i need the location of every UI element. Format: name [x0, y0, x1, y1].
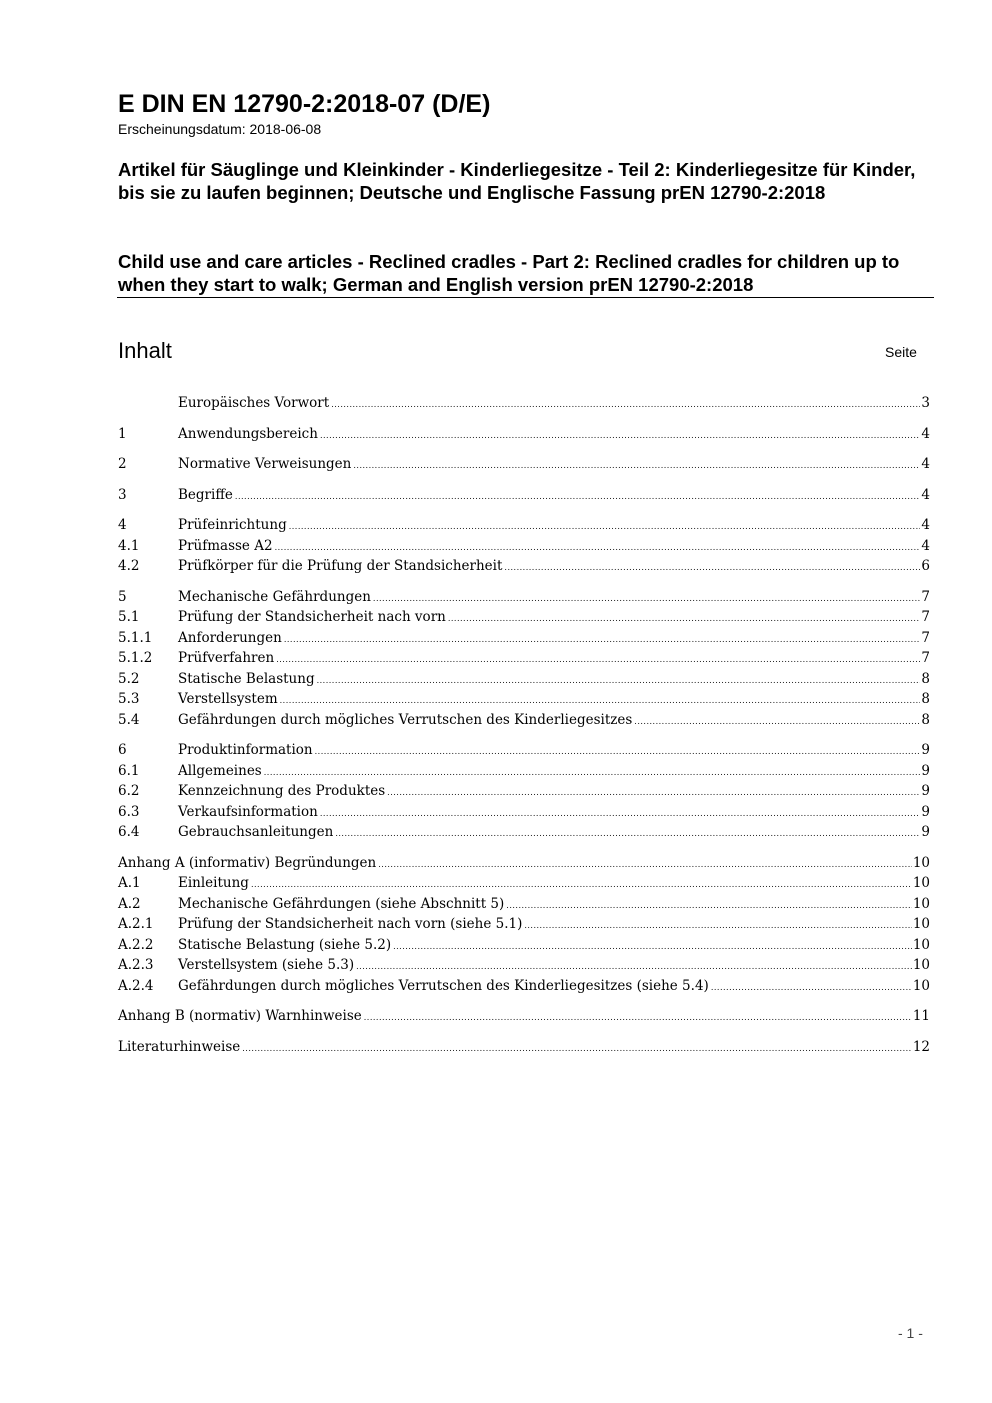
- toc-entry-label: Anhang B (normativ) Warnhinweise: [118, 1008, 362, 1024]
- toc-entry-page: 9: [921, 783, 930, 799]
- toc-entry-page: 8: [921, 670, 930, 687]
- toc-entry-number: 5.1.1: [118, 629, 153, 646]
- toc-entry-page: 9: [921, 803, 930, 820]
- toc-leader-dots: [393, 937, 912, 958]
- toc-entry[interactable]: [118, 740, 930, 761]
- toc-entry-label: Prüfeinrichtung: [178, 517, 287, 533]
- title-english: Child use and care articles - Reclined cradles - Part 2: Reclined cradles for children up to when they start to walk; German and English version prEN 12790-2:2018: [118, 251, 900, 295]
- toc-entry[interactable]: [118, 536, 930, 557]
- toc-leader-dots: [317, 671, 921, 692]
- toc-entry-page: 4: [921, 456, 930, 472]
- toc-entry-number: 5.1.2: [118, 650, 153, 666]
- toc-leader-dots: [448, 609, 921, 630]
- toc-entry-label: Gefährdungen durch mögliches Verrutschen des Kinderliegesitzes: [178, 711, 633, 728]
- toc-entry-number: 5: [118, 588, 127, 605]
- toc-entry-label: Prüfverfahren: [178, 650, 275, 666]
- toc-entry[interactable]: [118, 689, 930, 710]
- toc-entry-number: 6: [118, 742, 127, 758]
- toc-leader-dots: [275, 538, 921, 559]
- toc-entry-number: A.2.4: [118, 977, 154, 994]
- toc-entry-label: Produktinformation: [178, 742, 313, 758]
- toc-leader-dots: [504, 558, 920, 579]
- toc-entry[interactable]: [118, 587, 930, 608]
- publication-date: Erscheinungsdatum: 2018-06-08: [118, 121, 322, 137]
- toc-entry-page: 4: [921, 517, 930, 533]
- toc-leader-dots: [378, 855, 912, 876]
- toc-entry-label: Allgemeines: [178, 762, 262, 779]
- toc-entry-page: 12: [912, 1038, 930, 1055]
- toc-entry-label: Statische Belastung (siehe 5.2): [178, 936, 392, 953]
- toc-entry-number: 6.1: [118, 762, 140, 779]
- toc-entry[interactable]: [118, 1006, 930, 1027]
- toc-leader-dots: [315, 742, 921, 763]
- toc-entry[interactable]: [118, 802, 930, 823]
- toc-entry-page: 7: [921, 609, 930, 625]
- title-divider: [117, 297, 934, 298]
- toc-entry-label: Anwendungsbereich: [178, 425, 318, 442]
- toc-entry-label: Normative Verweisungen: [178, 456, 352, 472]
- toc-leader-dots: [289, 517, 921, 538]
- toc-leader-dots: [387, 783, 920, 804]
- toc-entry[interactable]: [118, 873, 930, 894]
- toc-entry[interactable]: [118, 628, 930, 649]
- toc-leader-dots: [634, 712, 920, 733]
- toc-entry-number: 5.3: [118, 691, 140, 707]
- toc-leader-dots: [264, 763, 921, 784]
- toc-entry-number: A.1: [118, 875, 141, 891]
- toc-entry-page: 10: [912, 854, 930, 871]
- toc-entry-page: 9: [921, 742, 930, 758]
- page-number: - 1 -: [898, 1325, 923, 1341]
- toc-leader-dots: [373, 589, 920, 610]
- toc-entry-page: 3: [921, 395, 930, 411]
- toc-entry-label: Anhang A (informativ) Begründungen: [118, 854, 377, 871]
- toc-entry-page: 11: [912, 1008, 930, 1024]
- toc-entry-page: 9: [921, 762, 930, 779]
- toc-entry[interactable]: [118, 669, 930, 690]
- toc-entry[interactable]: [118, 955, 930, 976]
- toc-entry[interactable]: [118, 710, 930, 731]
- toc-entry-number: A.2.1: [118, 916, 154, 932]
- toc-leader-dots: [711, 978, 912, 999]
- toc-entry-label: Prüfmasse A2: [178, 537, 273, 554]
- toc-entry-label: Verkaufsinformation: [178, 803, 318, 820]
- toc-entry-page: 8: [921, 711, 930, 728]
- toc-entry-label: Europäisches Vorwort: [178, 395, 330, 411]
- toc-leader-dots: [364, 1008, 912, 1029]
- toc-entry-number: 4.2: [118, 558, 140, 574]
- toc-leader-dots: [276, 650, 920, 671]
- toc-entry-page: 10: [912, 895, 930, 912]
- toc-entry-page: 10: [912, 936, 930, 953]
- toc-entry[interactable]: [118, 761, 930, 782]
- toc-leader-dots: [356, 957, 912, 978]
- toc-entry[interactable]: [118, 822, 930, 843]
- toc-entry-label: Prüfung der Standsicherheit nach vorn: [178, 609, 446, 625]
- toc-entry-label: Anforderungen: [178, 629, 282, 646]
- toc-entry-label: Mechanische Gefährdungen: [178, 588, 371, 605]
- toc-entry-page: 4: [921, 486, 930, 503]
- toc-entry-number: A.2: [118, 895, 141, 912]
- toc-entry[interactable]: [118, 914, 930, 935]
- toc-entry-number: A.2.2: [118, 936, 154, 953]
- toc-entry-label: Mechanische Gefährdungen (siehe Abschnitt 5): [178, 895, 505, 912]
- toc-entry[interactable]: [118, 515, 930, 536]
- toc-entry-number: 2: [118, 456, 127, 472]
- toc-leader-dots: [331, 395, 920, 416]
- toc-leader-dots: [280, 691, 921, 712]
- toc-entry-label: Kennzeichnung des Produktes: [178, 783, 386, 799]
- toc-entry[interactable]: [118, 894, 930, 915]
- toc-entry[interactable]: [118, 485, 930, 506]
- toc-entry-page: 10: [912, 977, 930, 994]
- document-id: E DIN EN 12790-2:2018-07 (D/E): [118, 90, 491, 118]
- toc-leader-dots: [235, 487, 921, 508]
- toc-entry-number: 5.1: [118, 609, 140, 625]
- toc-entry[interactable]: [118, 556, 930, 577]
- toc-entry-number: 5.4: [118, 711, 140, 728]
- toc-entry-label: Statische Belastung: [178, 670, 315, 687]
- toc-entry-label: Verstellsystem: [178, 691, 278, 707]
- toc-entry-number: 6.2: [118, 783, 140, 799]
- toc-entry-number: 4: [118, 517, 127, 533]
- toc-entry-number: 6.4: [118, 824, 140, 840]
- toc-entry[interactable]: [118, 781, 930, 802]
- toc-entry-page: 10: [912, 875, 930, 891]
- toc-entry-number: 6.3: [118, 803, 140, 820]
- toc-entry-number: A.2.3: [118, 957, 154, 973]
- toc-leader-dots: [320, 804, 921, 825]
- toc-leader-dots: [251, 875, 912, 896]
- toc-entry-page: 6: [921, 558, 930, 574]
- toc-entry-page: 10: [912, 916, 930, 932]
- toc-entry-page: 7: [921, 650, 930, 666]
- toc-entry[interactable]: [118, 648, 930, 669]
- toc-entry[interactable]: [118, 607, 930, 628]
- toc-entry-page: 7: [921, 588, 930, 605]
- table-of-contents: [118, 393, 930, 1057]
- toc-entry-number: 1: [118, 425, 127, 442]
- toc-entry-label: Prüfkörper für die Prüfung der Standsicherheit: [178, 558, 503, 574]
- toc-entry-page: 9: [921, 824, 930, 840]
- toc-entry-label: Gebrauchsanleitungen: [178, 824, 334, 840]
- toc-entry-label: Einleitung: [178, 875, 249, 891]
- title-german: Artikel für Säuglinge und Kleinkinder - Kinderliegesitze - Teil 2: Kinderliegesitze für Kinder, bis sie zu laufen beginnen; Deutsche und Englische Fassung prEN 12790-2:2018: [118, 159, 916, 203]
- toc-leader-dots: [335, 824, 920, 845]
- toc-entry-label: Gefährdungen durch mögliches Verrutschen des Kinderliegesitzes (siehe 5.4): [178, 977, 709, 994]
- toc-leader-dots: [320, 426, 920, 447]
- toc-entry-number: 5.2: [118, 670, 140, 687]
- toc-leader-dots: [242, 1039, 912, 1060]
- toc-entry[interactable]: [118, 454, 930, 475]
- toc-entry-label: Begriffe: [178, 486, 233, 503]
- toc-entry-page: 10: [912, 957, 930, 973]
- toc-entry-page: 4: [921, 425, 930, 442]
- toc-entry[interactable]: [118, 853, 930, 874]
- toc-entry[interactable]: [118, 393, 930, 414]
- toc-entry-page: 4: [921, 537, 930, 554]
- toc-leader-dots: [353, 456, 920, 477]
- toc-entry[interactable]: [118, 935, 930, 956]
- toc-heading: Inhalt: [118, 338, 172, 363]
- toc-leader-dots: [284, 630, 921, 651]
- toc-entry-page: 8: [921, 691, 930, 707]
- toc-entry-label: Literaturhinweise: [118, 1038, 241, 1055]
- toc-leader-dots: [506, 896, 912, 917]
- toc-entry-number: 4.1: [118, 537, 140, 554]
- toc-entry[interactable]: [118, 1037, 930, 1058]
- toc-entry-number: 3: [118, 486, 127, 503]
- toc-entry[interactable]: [118, 424, 930, 445]
- toc-page-column-label: Seite: [885, 344, 917, 360]
- toc-entry[interactable]: [118, 976, 930, 997]
- toc-leader-dots: [524, 916, 911, 937]
- toc-entry-label: Prüfung der Standsicherheit nach vorn (siehe 5.1): [178, 916, 523, 932]
- toc-entry-label: Verstellsystem (siehe 5.3): [178, 957, 355, 973]
- toc-entry-page: 7: [921, 629, 930, 646]
